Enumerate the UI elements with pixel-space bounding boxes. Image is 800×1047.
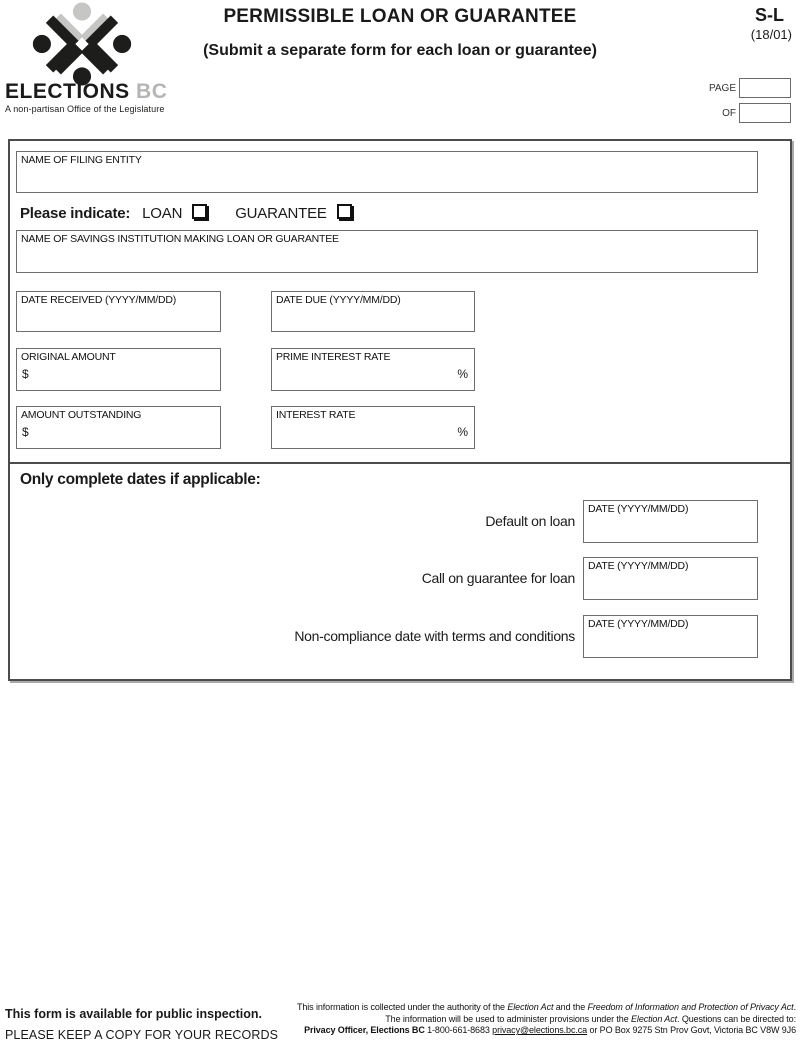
page-number-field[interactable] [739, 78, 791, 98]
original-amount-label: ORIGINAL AMOUNT [21, 351, 116, 363]
call-on-guarantee-date-field[interactable] [583, 557, 758, 600]
loan-checkbox[interactable] [192, 204, 207, 219]
date-due-label: DATE DUE (YYYY/MM/DD) [276, 294, 401, 306]
guarantee-label: GUARANTEE [235, 205, 327, 222]
brand-elections: ELECTIONS [5, 80, 130, 103]
interest-rate-field[interactable] [271, 406, 475, 449]
date-field-label: DATE (YYYY/MM/DD) [588, 560, 689, 572]
indicate-label: Please indicate: [20, 205, 131, 222]
amount-outstanding-label: AMOUNT OUTSTANDING [21, 409, 142, 421]
savings-institution-label: NAME OF SAVINGS INSTITUTION MAKING LOAN OR GUARANTEE [21, 233, 339, 245]
call-on-guarantee-label: Call on guarantee for loan [421, 570, 575, 586]
percent-sign: % [457, 425, 468, 439]
form-version: (18/01) [750, 27, 792, 42]
date-received-field[interactable] [16, 291, 221, 332]
brand-bc: BC [136, 80, 168, 103]
privacy-line-3: Privacy Officer, Elections BC 1-800-661-8683 privacy@elections.bc.ca or PO Box 9275 Stn Prov Govt, Victoria BC V8W 9J6 [304, 1025, 796, 1036]
amount-outstanding-field[interactable] [16, 406, 221, 449]
filing-entity-label: NAME OF FILING ENTITY [21, 154, 142, 166]
keep-copy-note: PLEASE KEEP A COPY FOR YOUR RECORDS [5, 1028, 279, 1042]
privacy-line-1: This information is collected under the authority of the Election Act and the Freedom of Information and Protection of Privacy Act. [296, 1002, 796, 1012]
default-on-loan-date-field[interactable] [583, 500, 758, 543]
date-field-label: DATE (YYYY/MM/DD) [588, 618, 689, 630]
guarantee-checkbox[interactable] [337, 204, 352, 219]
page-label: PAGE [708, 83, 736, 94]
date-field-label: DATE (YYYY/MM/DD) [588, 503, 689, 515]
brand-tagline: A non-partisan Office of the Legislature [5, 104, 165, 114]
indicate-row [20, 204, 352, 226]
public-inspection-note: This form is available for public inspection. [5, 1007, 262, 1021]
page-subtitle: (Submit a separate form for each loan or guarantee) [203, 42, 597, 59]
interest-rate-label: INTEREST RATE [276, 409, 356, 421]
dates-section-heading: Only complete dates if applicable: [20, 471, 261, 488]
dollar-sign: $ [22, 425, 29, 439]
dollar-sign: $ [22, 367, 29, 381]
filing-entity-field[interactable] [16, 151, 758, 193]
original-amount-field[interactable] [16, 348, 221, 391]
privacy-notice [296, 1002, 796, 1037]
section-divider [10, 462, 790, 464]
date-received-label: DATE RECEIVED (YYYY/MM/DD) [21, 294, 177, 306]
footer-left [5, 1007, 278, 1042]
percent-sign: % [457, 367, 468, 381]
prime-interest-rate-field[interactable] [271, 348, 475, 391]
non-compliance-date-field[interactable] [583, 615, 758, 658]
savings-institution-field[interactable] [16, 230, 758, 273]
email-link[interactable]: privacy@elections.bc.ca [492, 1025, 588, 1036]
loan-label: LOAN [142, 205, 183, 222]
date-due-field[interactable] [271, 291, 475, 332]
default-on-loan-label: Default on loan [485, 513, 575, 529]
of-total-field[interactable] [739, 103, 791, 123]
privacy-line-2: The information will be used to administer provisions under the Election Act. Questions can be directed to: [385, 1013, 796, 1024]
non-compliance-label: Non-compliance date with terms and conditions [294, 628, 575, 644]
of-label: OF [722, 108, 736, 119]
page-title: PERMISSIBLE LOAN OR GUARANTEE [223, 6, 577, 27]
prime-interest-rate-label: PRIME INTEREST RATE [276, 351, 391, 363]
brand-wordmark [5, 80, 167, 104]
main-form-box [8, 139, 792, 681]
form-code: S-L [755, 5, 784, 25]
elections-bc-people-mark-icon [30, 2, 134, 86]
